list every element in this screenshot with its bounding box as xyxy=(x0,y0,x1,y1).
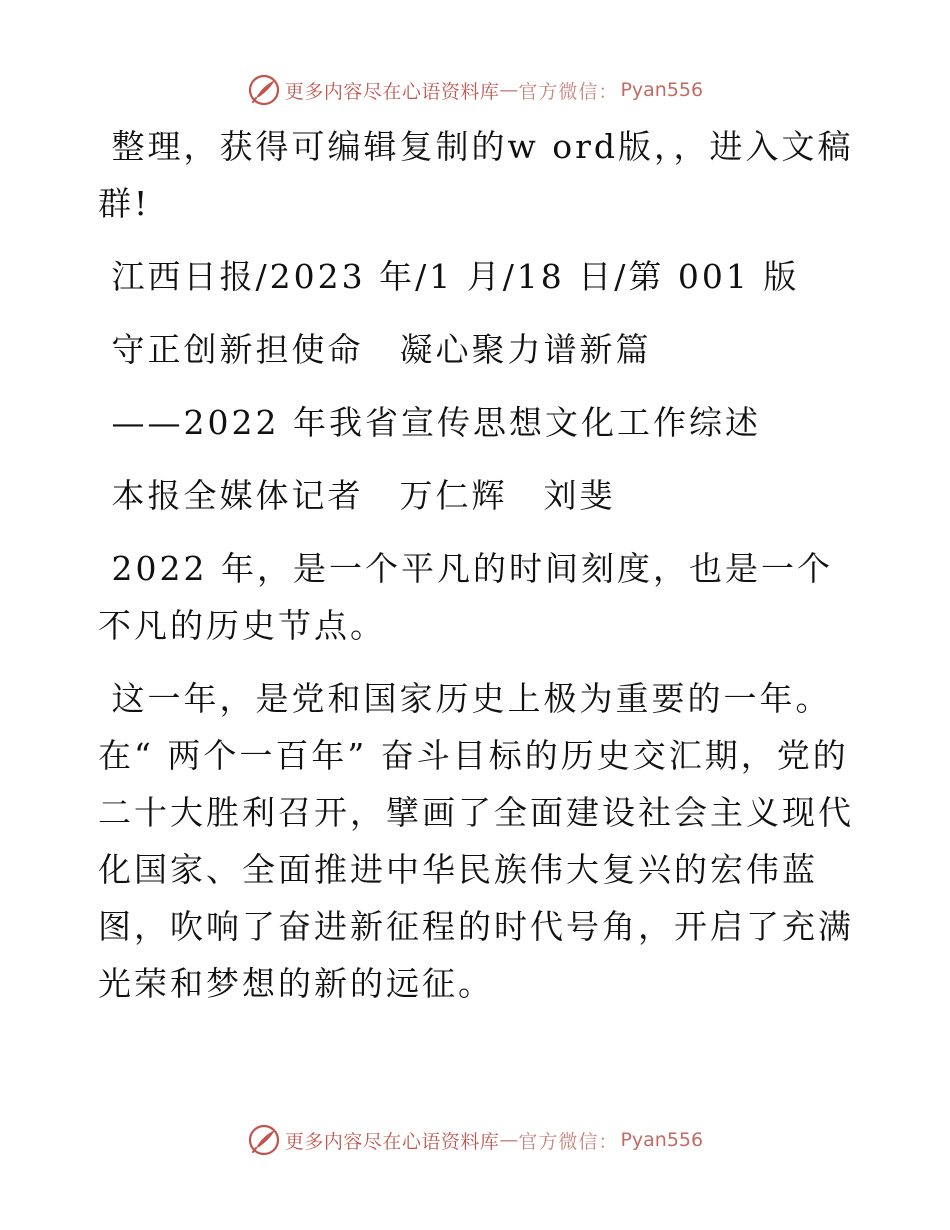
watermark-wechat-id: Pyan556 xyxy=(620,79,704,101)
watermark-bottom xyxy=(0,1120,950,1160)
article-subtitle: ——2022 年我省宣传思想文化工作综述 xyxy=(98,403,761,442)
watermark-top xyxy=(0,70,950,110)
watermark-main-text: 更多内容尽在心语资料库 xyxy=(284,80,500,103)
paragraph-3: 在“ 两个一百年” 奋斗目标的历史交汇期，党的二十大胜利召开，擘画了全面建设社会主义现代化国家、全面推进中华民族伟大复兴的宏伟蓝图，吹响了奋进新征程的时代号角，开启了充满光荣和梦想的新的远征。 xyxy=(98,736,854,1003)
article-byline: 本报全媒体记者 万仁辉 刘斐 xyxy=(98,476,616,515)
paragraph-1: 2022 年，是一个平凡的时间刻度，也是一个不凡的历史节点。 xyxy=(98,549,833,645)
watermark-separator: — xyxy=(499,1129,519,1151)
article-title: 守正创新担使命 凝心聚力谱新篇 xyxy=(98,330,652,369)
paragraph-2: 这一年，是党和国家历史上极为重要的一年。 xyxy=(98,679,832,718)
paragraph-source: 江西日报/2023 年/1 月/18 日/第 001 版 xyxy=(98,257,800,296)
watermark-wechat-label: 官方微信： xyxy=(518,1130,619,1153)
watermark-separator: — xyxy=(499,79,519,101)
quill-logo-icon xyxy=(247,1123,281,1157)
quill-logo-icon xyxy=(247,73,281,107)
watermark-wechat-label: 官方微信： xyxy=(518,80,619,103)
watermark-main-text: 更多内容尽在心语资料库 xyxy=(284,1130,500,1153)
document-body xyxy=(98,118,858,1012)
paragraph-intro: 整理，获得可编辑复制的w ord版，，进入文稿群! xyxy=(98,127,854,223)
watermark-wechat-id: Pyan556 xyxy=(620,1129,704,1151)
